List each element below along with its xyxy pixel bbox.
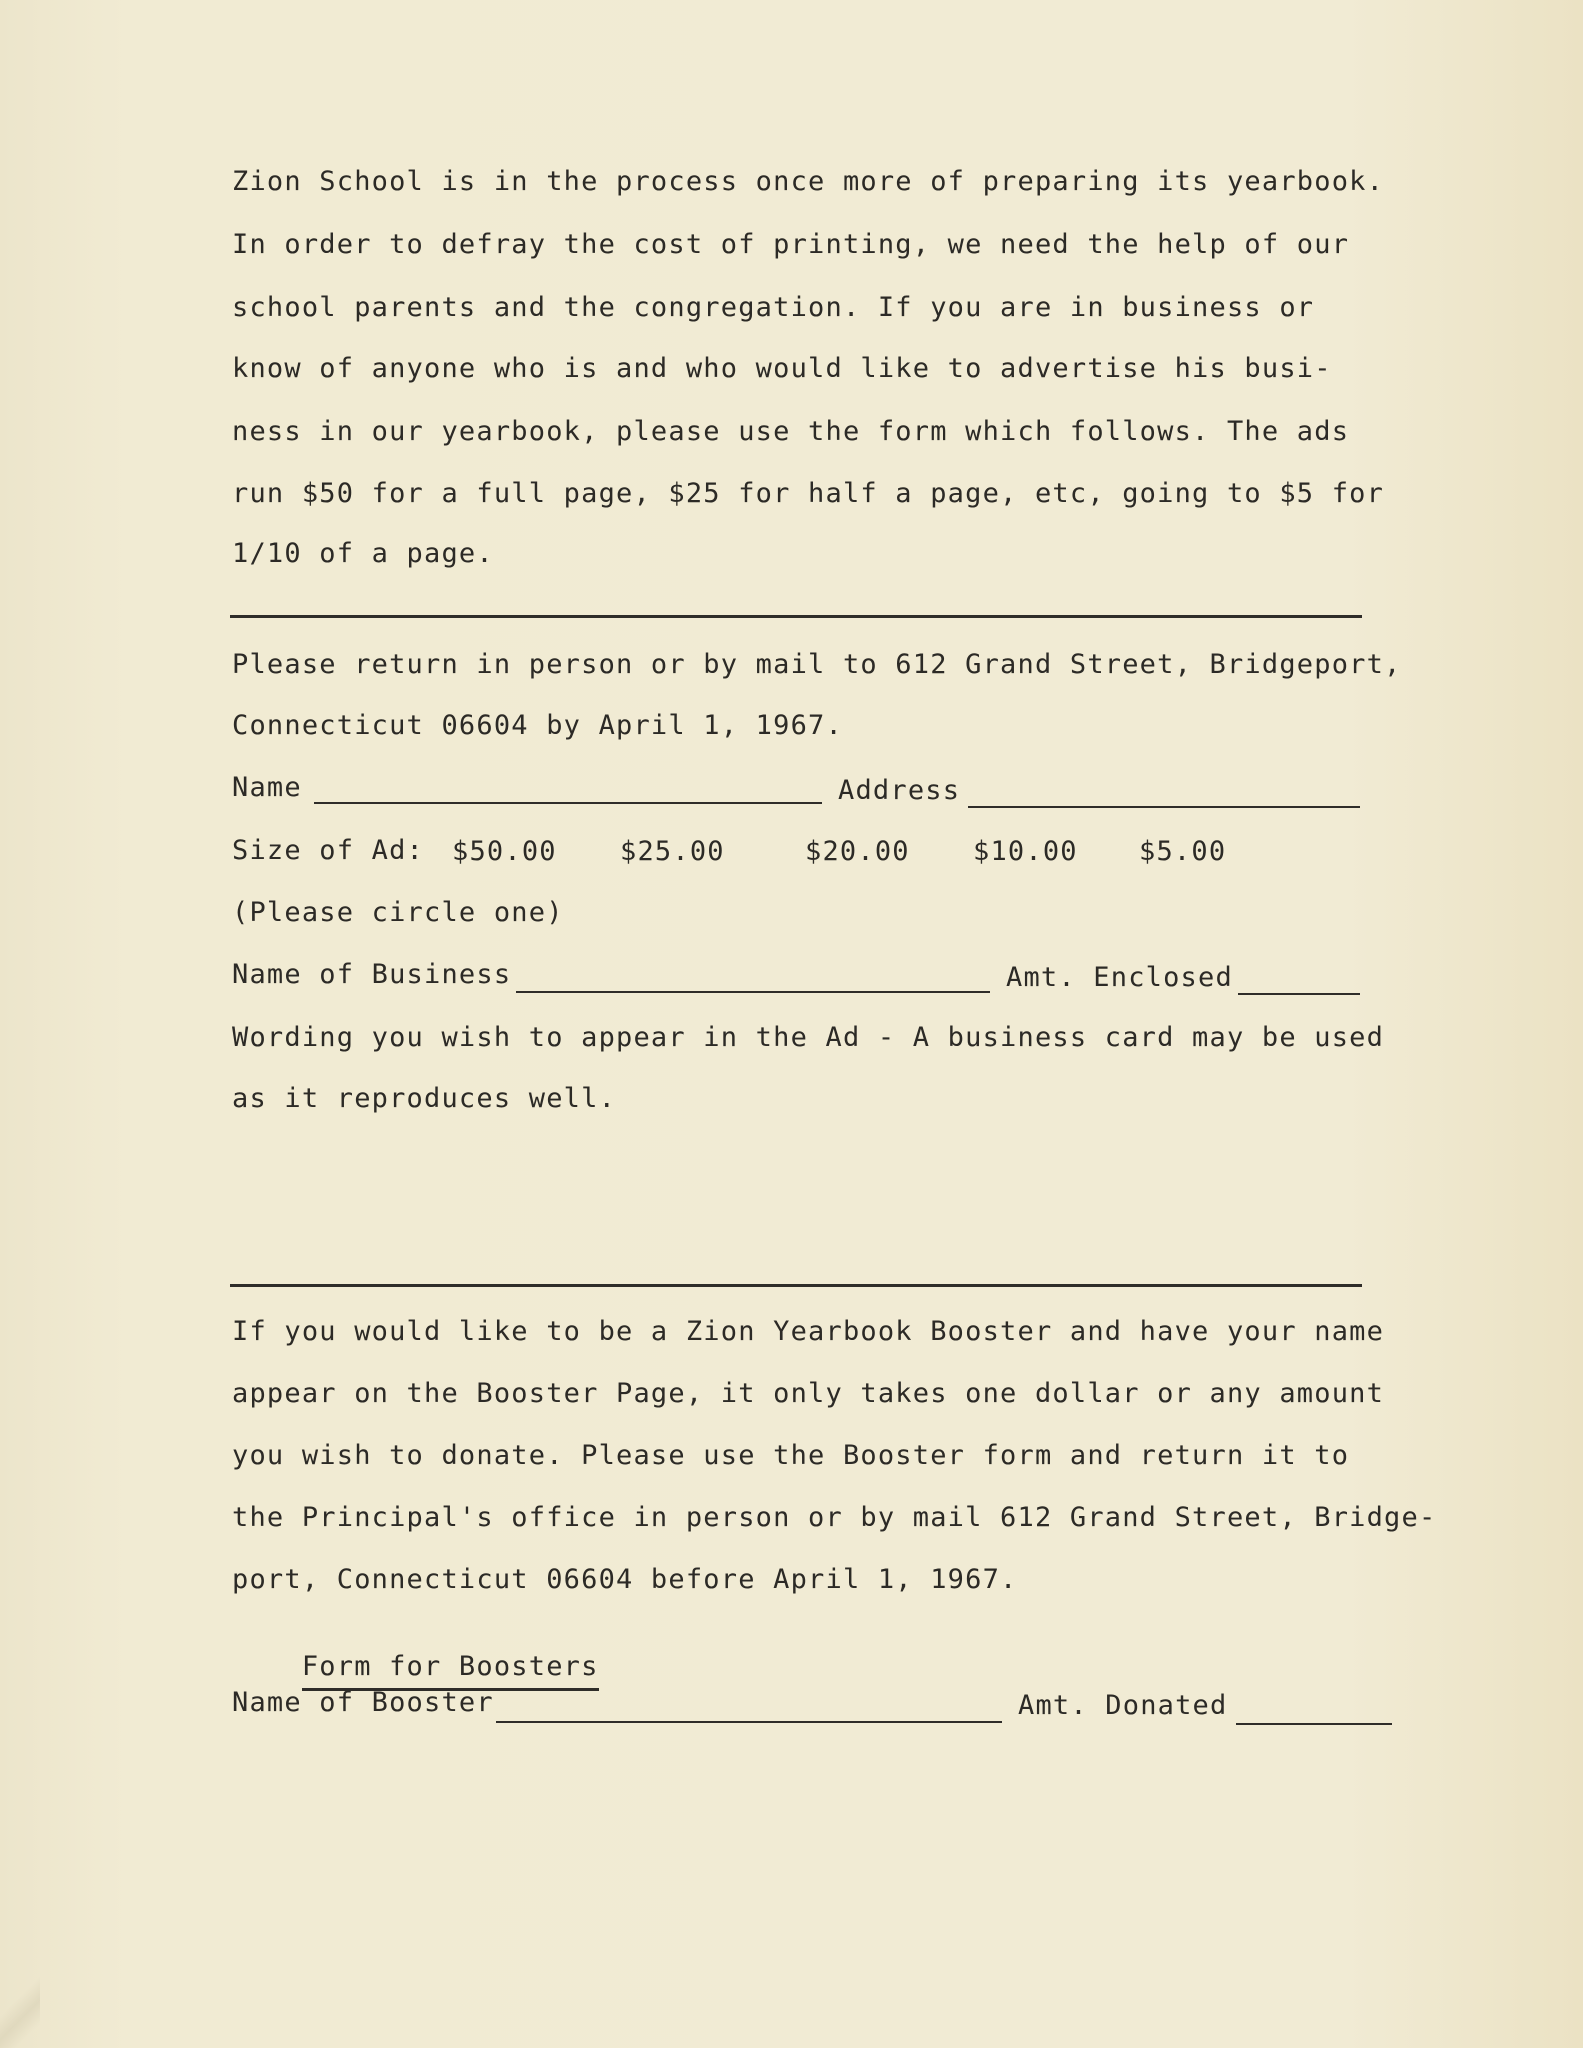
- intro-line: run $50 for a full page, $25 for half a page, etc, going to $5 for: [232, 478, 1385, 509]
- ad-size-option[interactable]: $50.00: [452, 836, 557, 867]
- address-field[interactable]: [968, 806, 1360, 808]
- return-instructions-line: Connecticut 06604 by April 1, 1967.: [232, 710, 843, 741]
- section-divider: [230, 1284, 1362, 1287]
- amount-donated-field[interactable]: [1236, 1723, 1392, 1725]
- ad-size-option[interactable]: $20.00: [805, 836, 910, 867]
- intro-line: In order to defray the cost of printing, we need the help of our: [232, 229, 1350, 260]
- business-name-field[interactable]: [516, 991, 990, 993]
- ad-wording-line: as it reproduces well.: [232, 1083, 617, 1114]
- intro-line: school parents and the congregation. If you are in business or: [232, 292, 1315, 323]
- intro-line: know of anyone who is and who would like to advertise his busi-: [232, 353, 1332, 384]
- page-corner-shadow: [0, 1968, 40, 2048]
- booster-line: you wish to donate. Please use the Booster form and return it to: [232, 1440, 1350, 1471]
- booster-form-title: Form for Boosters: [302, 1651, 599, 1691]
- booster-name-label: Name of Booster: [232, 1687, 494, 1718]
- intro-line: ness in our yearbook, please use the form which follows. The ads: [232, 416, 1350, 447]
- intro-line: 1/10 of a page.: [232, 538, 494, 569]
- return-instructions-line: Please return in person or by mail to 612 Grand Street, Bridgeport,: [232, 649, 1402, 680]
- circle-note: (Please circle one): [232, 897, 564, 928]
- name-field[interactable]: [314, 802, 822, 804]
- intro-line: Zion School is in the process once more of preparing its yearbook.: [232, 166, 1385, 197]
- booster-line: port, Connecticut 06604 before April 1, 1967.: [232, 1564, 1018, 1595]
- section-divider: [230, 615, 1362, 618]
- booster-line: appear on the Booster Page, it only takes one dollar or any amount: [232, 1378, 1385, 1409]
- ad-wording-line: Wording you wish to appear in the Ad - A business card may be used: [232, 1022, 1385, 1053]
- name-label: Name: [232, 772, 302, 803]
- booster-name-field[interactable]: [496, 1721, 1002, 1723]
- ad-size-option[interactable]: $5.00: [1139, 836, 1227, 867]
- booster-line: the Principal's office in person or by mail 612 Grand Street, Bridge-: [232, 1502, 1437, 1533]
- ad-size-label: Size of Ad:: [232, 835, 425, 866]
- amount-enclosed-label: Amt. Enclosed: [1006, 962, 1233, 993]
- booster-line: If you would like to be a Zion Yearbook Booster and have your name: [232, 1316, 1385, 1347]
- amount-donated-label: Amt. Donated: [1018, 1690, 1228, 1721]
- business-name-label: Name of Business: [232, 959, 512, 990]
- ad-size-option[interactable]: $10.00: [973, 836, 1078, 867]
- address-label: Address: [838, 775, 961, 806]
- ad-size-option[interactable]: $25.00: [620, 836, 725, 867]
- amount-enclosed-field[interactable]: [1238, 993, 1360, 995]
